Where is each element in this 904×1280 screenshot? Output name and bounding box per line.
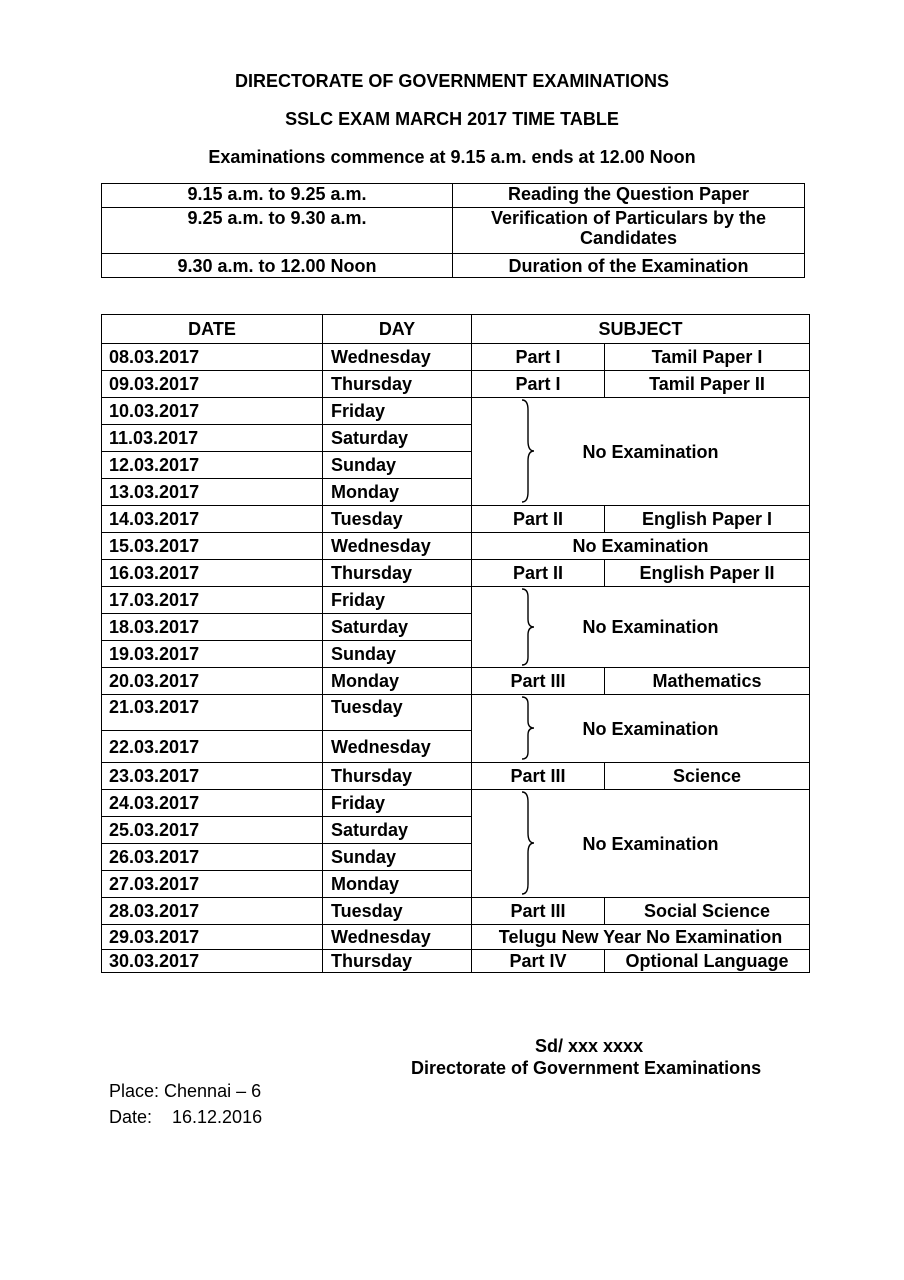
signature-sd: Sd/ xxx xxxx [535, 1036, 644, 1056]
no-examination-cell [472, 695, 810, 763]
schedule-header-row [102, 315, 810, 344]
schedule-table [101, 314, 810, 973]
day-cell: Thursday [323, 371, 472, 398]
no-examination-label: No Examination [582, 441, 719, 462]
part-cell: Part II [472, 560, 605, 587]
day-cell: Tuesday [323, 898, 472, 925]
day-cell: Saturday [323, 425, 472, 452]
day-cell: Wednesday [323, 533, 472, 560]
subject-column-header: SUBJECT [472, 315, 810, 344]
day-cell: Thursday [323, 560, 472, 587]
subject-cell: Social Science [605, 898, 810, 925]
date-cell: 16.03.2017 [102, 560, 323, 587]
date-cell: 19.03.2017 [102, 641, 323, 668]
no-examination-label: No Examination [582, 833, 719, 854]
table-row [102, 587, 810, 614]
table-row [102, 371, 810, 398]
date-cell: 18.03.2017 [102, 614, 323, 641]
day-cell: Wednesday [323, 925, 472, 950]
footer-date-value: 16.12.2016 [172, 1107, 263, 1127]
day-cell: Friday [323, 587, 472, 614]
signature-office: Directorate of Government Examinations [411, 1058, 762, 1078]
day-cell: Sunday [323, 452, 472, 479]
day-cell: Friday [323, 398, 472, 425]
table-row [102, 695, 810, 731]
table-row [102, 560, 810, 587]
curly-brace-icon [520, 695, 540, 761]
subject-cell: Mathematics [605, 668, 810, 695]
date-cell: 17.03.2017 [102, 587, 323, 614]
day-cell: Monday [323, 668, 472, 695]
table-row [102, 668, 810, 695]
no-examination-cell [472, 587, 810, 668]
table-row [102, 398, 810, 425]
date-cell: 27.03.2017 [102, 871, 323, 898]
day-cell: Wednesday [323, 344, 472, 371]
day-cell: Sunday [323, 844, 472, 871]
subject-cell: Tamil Paper II [605, 371, 810, 398]
timing-row [102, 254, 805, 278]
subject-cell: English Paper I [605, 506, 810, 533]
timing-row [102, 208, 805, 254]
table-row [102, 790, 810, 817]
date-cell: 13.03.2017 [102, 479, 323, 506]
header-title: DIRECTORATE OF GOVERNMENT EXAMINATIONS [234, 71, 669, 91]
date-cell: 24.03.2017 [102, 790, 323, 817]
table-row [102, 344, 810, 371]
timing-time: 9.25 a.m. to 9.30 a.m. [102, 208, 453, 254]
subject-cell: Science [605, 763, 810, 790]
part-cell: Part I [472, 371, 605, 398]
table-row [102, 763, 810, 790]
part-cell: Part III [472, 763, 605, 790]
day-column-header: DAY [323, 315, 472, 344]
day-cell: Saturday [323, 817, 472, 844]
date-cell: 15.03.2017 [102, 533, 323, 560]
date-cell: 21.03.2017 [102, 695, 323, 731]
date-cell: 08.03.2017 [102, 344, 323, 371]
date-cell: 14.03.2017 [102, 506, 323, 533]
footer-date-label: Date: [109, 1107, 153, 1127]
timing-activity: Duration of the Examination [453, 254, 805, 278]
timing-activity: Verification of Particulars by the Candidates [453, 208, 805, 254]
header-commence-line: Examinations commence at 9.15 a.m. ends at 12.00 Noon [208, 147, 696, 167]
table-row [102, 533, 810, 560]
date-cell: 10.03.2017 [102, 398, 323, 425]
no-examination-cell [472, 398, 810, 506]
part-cell: Part II [472, 506, 605, 533]
curly-brace-icon [520, 790, 540, 896]
date-cell: 12.03.2017 [102, 452, 323, 479]
part-cell: Part III [472, 898, 605, 925]
date-cell: 11.03.2017 [102, 425, 323, 452]
date-cell: 20.03.2017 [102, 668, 323, 695]
no-examination-cell [472, 790, 810, 898]
note-cell: Telugu New Year No Examination [472, 925, 810, 950]
table-row [102, 506, 810, 533]
part-cell: Part I [472, 344, 605, 371]
subject-cell: Optional Language [605, 950, 810, 973]
curly-brace-icon [520, 398, 540, 504]
date-column-header: DATE [102, 315, 323, 344]
timing-row [102, 184, 805, 208]
subject-cell: Tamil Paper I [605, 344, 810, 371]
day-cell: Saturday [323, 614, 472, 641]
day-cell: Thursday [323, 950, 472, 973]
header-subtitle: SSLC EXAM MARCH 2017 TIME TABLE [285, 109, 619, 129]
part-cell: Part IV [472, 950, 605, 973]
date-cell: 22.03.2017 [102, 731, 323, 763]
day-cell: Tuesday [323, 695, 472, 731]
timing-time: 9.30 a.m. to 12.00 Noon [102, 254, 453, 278]
no-examination-label: No Examination [582, 718, 719, 739]
curly-brace-icon [520, 587, 540, 667]
part-cell: Part III [472, 668, 605, 695]
date-cell: 28.03.2017 [102, 898, 323, 925]
footer-place: Place: Chennai – 6 [109, 1081, 262, 1101]
day-cell: Tuesday [323, 506, 472, 533]
day-cell: Friday [323, 790, 472, 817]
timing-time: 9.15 a.m. to 9.25 a.m. [102, 184, 453, 208]
timing-table [101, 183, 805, 278]
no-examination-label: No Examination [582, 617, 719, 637]
table-row [102, 898, 810, 925]
day-cell: Thursday [323, 763, 472, 790]
note-cell: No Examination [472, 533, 810, 560]
table-row [102, 950, 810, 973]
date-cell: 26.03.2017 [102, 844, 323, 871]
day-cell: Monday [323, 479, 472, 506]
day-cell: Monday [323, 871, 472, 898]
day-cell: Sunday [323, 641, 472, 668]
date-cell: 23.03.2017 [102, 763, 323, 790]
date-cell: 29.03.2017 [102, 925, 323, 950]
subject-cell: English Paper II [605, 560, 810, 587]
day-cell: Wednesday [323, 731, 472, 763]
table-row [102, 925, 810, 950]
date-cell: 30.03.2017 [102, 950, 323, 973]
timing-activity: Reading the Question Paper [453, 184, 805, 208]
date-cell: 25.03.2017 [102, 817, 323, 844]
date-cell: 09.03.2017 [102, 371, 323, 398]
